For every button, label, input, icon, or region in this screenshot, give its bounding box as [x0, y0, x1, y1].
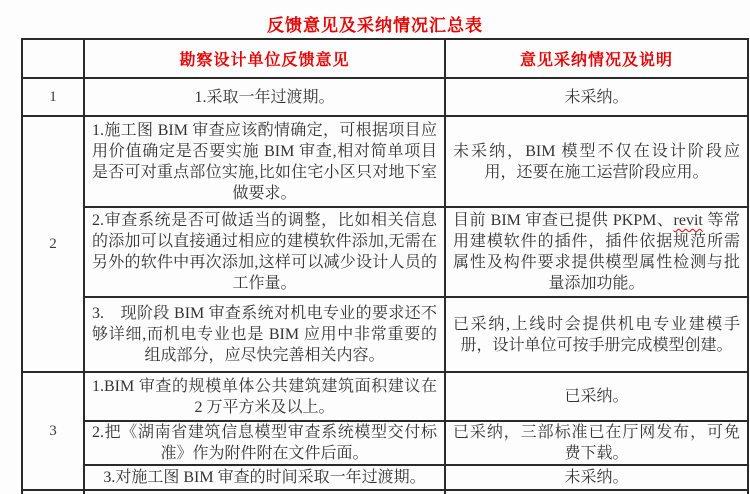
- row-number: 3: [22, 372, 84, 490]
- table-row: [22, 116, 748, 207]
- status-cell: 已采纳,上线时会提供机电专业建模手册，设计单位可按手册完成模型创建。: [445, 297, 748, 372]
- table-row: [22, 372, 748, 421]
- header-status: 意见采纳情况及说明: [445, 39, 748, 78]
- table-row: [22, 297, 748, 372]
- header-row: [22, 39, 748, 78]
- status-cell: [445, 207, 748, 297]
- feedback-cell: 2.审查系统是否可做适当的调整，比如相关信息的添加可以直接通过相应的建模软件添加,无需在另外的软件中再次添加,这样可以减少设计人员的工作量。: [84, 207, 445, 297]
- row-number: 1: [22, 78, 84, 116]
- spellcheck-underline-word: revit: [673, 212, 703, 229]
- row-number: 2: [22, 116, 84, 372]
- row-number: [22, 490, 84, 494]
- feedback-summary-table: [21, 38, 749, 494]
- table-row: [22, 207, 748, 297]
- status-cell: 未采纳。: [445, 78, 748, 116]
- status-text: 等常用建模软件的插件，插件依据规范所需属性及构件要求提供模型属性检测与批量添加功能。: [453, 212, 740, 292]
- feedback-cell: [84, 490, 445, 494]
- header-feedback: 勘察设计单位反馈意见: [84, 39, 445, 78]
- feedback-cell: 1.采取一年过渡期。: [84, 78, 445, 116]
- status-cell: 未采纳，BIM 模型不仅在设计阶段应用，还要在施工运营阶段应用。: [445, 116, 748, 207]
- status-text: 目前 BIM 审查已提供 PKPM、: [453, 212, 674, 229]
- status-cell: 已采纳。: [445, 372, 748, 421]
- feedback-cell: 1.施工图 BIM 审查应该酌情确定，可根据项目应用价值确定是否要实施 BIM 审查,相对简单项目是否可对重点部位实施,比如住宅小区只对地下室做要求。: [84, 116, 445, 207]
- status-cell: 未采纳。: [445, 465, 748, 490]
- table-row: [22, 465, 748, 490]
- table-row: [22, 78, 748, 116]
- feedback-cell: 3. 现阶段 BIM 审查系统对机电专业的要求还不够详细,而机电专业也是 BIM 应用中非常重要的组成部分，应尽快完善相关内容。: [84, 297, 445, 372]
- status-cell: [445, 490, 748, 494]
- clipped-table-row: [22, 490, 748, 494]
- page-title: 反馈意见及采纳情况汇总表: [267, 16, 483, 35]
- feedback-cell: 2.把《湖南省建筑信息模型审查系统模型交付标准》作为附件附在文件后面。: [84, 421, 445, 465]
- feedback-cell: 3.对施工图 BIM 审查的时间采取一年过渡期。: [84, 465, 445, 490]
- status-cell: 已采纳，三部标准已在厅网发布，可免费下载。: [445, 421, 748, 465]
- feedback-cell: 1.BIM 审查的规模单体公共建筑建筑面积建议在 2 万平方米及以上。: [84, 372, 445, 421]
- header-num: [22, 39, 84, 78]
- table-row: [22, 421, 748, 465]
